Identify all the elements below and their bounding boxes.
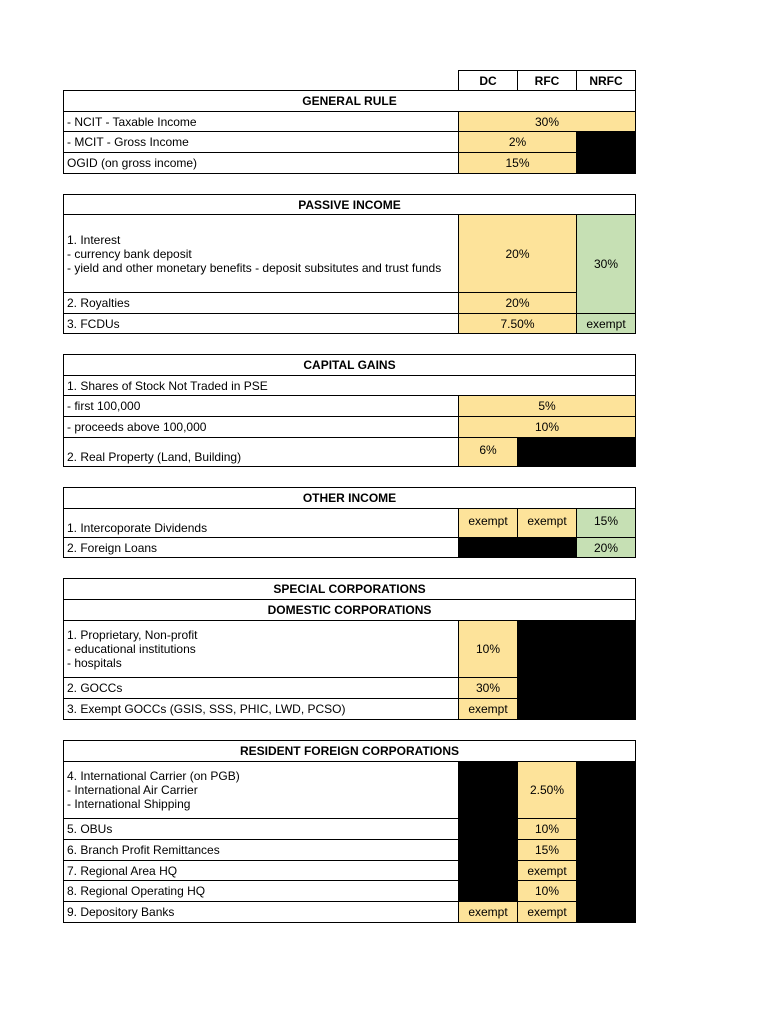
branch-profit-label: 6. Branch Profit Remittances bbox=[63, 839, 459, 861]
real-property-value: 6% bbox=[458, 437, 518, 467]
exempt-goccs-value: exempt bbox=[458, 698, 518, 720]
first-100000-label: - first 100,000 bbox=[63, 395, 459, 417]
not-applicable-cell bbox=[517, 437, 636, 467]
interest-value: 20% bbox=[458, 214, 577, 293]
column-header-rfc: RFC bbox=[517, 70, 577, 91]
exempt-goccs-label: 3. Exempt GOCCs (GSIS, SSS, PHIC, LWD, PCSO) bbox=[63, 698, 459, 720]
interest-line: - yield and other monetary benefits - deposit subsitutes and trust funds bbox=[67, 260, 442, 275]
special-corporations-title: SPECIAL CORPORATIONS bbox=[63, 578, 636, 600]
above-100000-label: - proceeds above 100,000 bbox=[63, 416, 459, 438]
dividends-nrfc-value: 15% bbox=[576, 508, 636, 538]
column-header-dc: DC bbox=[458, 70, 518, 91]
not-applicable-cell bbox=[517, 620, 636, 720]
not-applicable-cell bbox=[576, 131, 636, 174]
depository-banks-dc-value: exempt bbox=[458, 901, 518, 923]
goccs-value: 30% bbox=[458, 677, 518, 699]
shares-label: 1. Shares of Stock Not Traded in PSE bbox=[63, 375, 636, 396]
fcdu-nrfc-value: exempt bbox=[576, 313, 636, 334]
interest-line: - currency bank deposit bbox=[67, 246, 192, 261]
carrier-line: - International Air Carrier bbox=[67, 783, 198, 797]
mcit-label: - MCIT - Gross Income bbox=[63, 131, 459, 153]
dividends-rfc-value: exempt bbox=[517, 508, 577, 538]
not-applicable-cell bbox=[458, 537, 577, 558]
above-100000-value: 10% bbox=[458, 416, 636, 438]
not-applicable-cell bbox=[576, 761, 636, 923]
other-income-title: OTHER INCOME bbox=[63, 487, 636, 509]
carrier-line: - International Shipping bbox=[67, 797, 191, 811]
mcit-value: 2% bbox=[458, 131, 577, 153]
regional-area-hq-value: exempt bbox=[517, 860, 577, 881]
resident-foreign-title: RESIDENT FOREIGN CORPORATIONS bbox=[63, 740, 636, 762]
interest-line: 1. Interest bbox=[67, 232, 121, 247]
carrier-label bbox=[63, 761, 459, 819]
ncit-value: 30% bbox=[458, 111, 636, 132]
depository-banks-label: 9. Depository Banks bbox=[63, 901, 459, 923]
column-header-nrfc: NRFC bbox=[576, 70, 636, 91]
goccs-label: 2. GOCCs bbox=[63, 677, 459, 699]
foreign-loans-label: 2. Foreign Loans bbox=[63, 537, 459, 558]
depository-banks-rfc-value: exempt bbox=[517, 901, 577, 923]
regional-operating-hq-label: 8. Regional Operating HQ bbox=[63, 880, 459, 902]
royalties-label: 2. Royalties bbox=[63, 292, 459, 314]
carrier-line: 4. International Carrier (on PGB) bbox=[67, 769, 240, 783]
regional-area-hq-label: 7. Regional Area HQ bbox=[63, 860, 459, 881]
fcdu-label: 3. FCDUs bbox=[63, 313, 459, 334]
proprietary-line: - educational institutions bbox=[67, 642, 196, 656]
domestic-corporations-title: DOMESTIC CORPORATIONS bbox=[63, 599, 636, 621]
obus-value: 10% bbox=[517, 818, 577, 840]
interest-label bbox=[63, 214, 459, 293]
general-rule-title: GENERAL RULE bbox=[63, 90, 636, 112]
royalties-value: 20% bbox=[458, 292, 577, 314]
dividends-dc-value: exempt bbox=[458, 508, 518, 538]
branch-profit-value: 15% bbox=[517, 839, 577, 861]
obus-label: 5. OBUs bbox=[63, 818, 459, 840]
foreign-loans-nrfc-value: 20% bbox=[576, 537, 636, 558]
fcdu-value: 7.50% bbox=[458, 313, 577, 334]
proprietary-line: - hospitals bbox=[67, 656, 122, 670]
regional-operating-hq-value: 10% bbox=[517, 880, 577, 902]
real-property-label: 2. Real Property (Land, Building) bbox=[63, 437, 459, 467]
ncit-label: - NCIT - Taxable Income bbox=[63, 111, 459, 132]
ogid-value: 15% bbox=[458, 152, 577, 174]
ogid-label: OGID (on gross income) bbox=[63, 152, 459, 174]
passive-income-title: PASSIVE INCOME bbox=[63, 194, 636, 215]
capital-gains-title: CAPITAL GAINS bbox=[63, 354, 636, 376]
proprietary-label bbox=[63, 620, 459, 678]
carrier-value: 2.50% bbox=[517, 761, 577, 819]
proprietary-value: 10% bbox=[458, 620, 518, 678]
first-100000-value: 5% bbox=[458, 395, 636, 417]
not-applicable-cell bbox=[458, 761, 518, 902]
dividends-label: 1. Intercoporate Dividends bbox=[63, 508, 459, 538]
passive-nrfc-value: 30% bbox=[576, 214, 636, 314]
proprietary-line: 1. Proprietary, Non-profit bbox=[67, 628, 198, 642]
